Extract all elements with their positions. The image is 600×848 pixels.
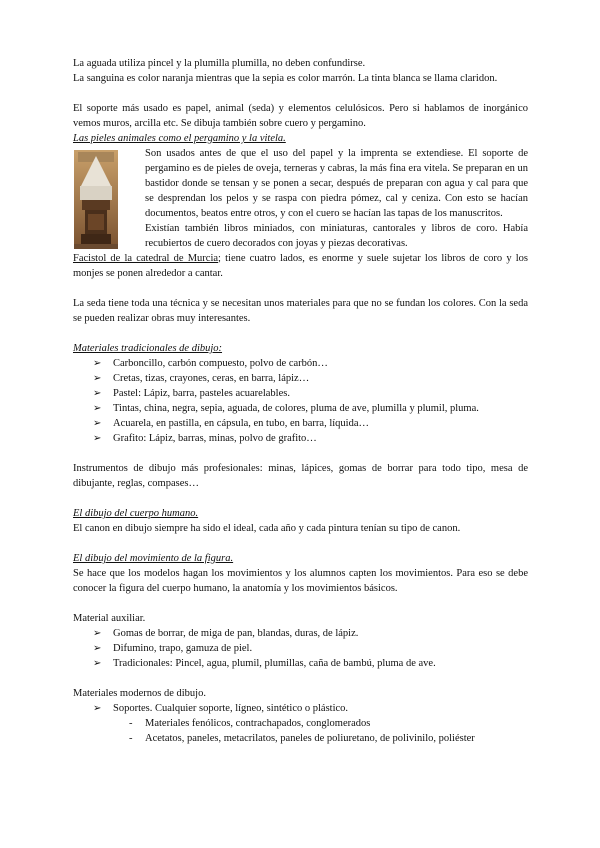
- material-auxiliar-title: Material auxiliar.: [73, 613, 146, 624]
- sublist-item: - Materiales fenólicos, contrachapados, conglomerados: [129, 716, 528, 731]
- pieles-paragraph-2: Existían también libros miniados, con miniaturas, cantorales y libros de coro. Había recubiertos de cuero decorados con joyas y piezas decorativas.: [145, 223, 528, 249]
- soportes-sublist: [73, 716, 528, 746]
- seda-paragraph: La seda tiene toda una técnica y se necesitan unos materiales para que no se fundan los colores. Con la seda se pueden realizar obras muy interesantes.: [73, 298, 528, 324]
- list-item: ➢ Difumino, trapo, gamuza de piel.: [93, 641, 528, 656]
- materiales-tradicionales-heading: Materiales tradicionales de dibujo:: [73, 343, 223, 354]
- materiales-modernos-list: [73, 701, 528, 716]
- material-auxiliar-list: [73, 626, 528, 671]
- list-item: ➢ Tintas, china, negra, sepia, aguada, de colores, pluma de ave, plumilla y plumil, pluma.: [93, 401, 528, 416]
- pieles-paragraph-1: Son usados antes de que el uso del papel y la imprenta se extendiese. El soporte de pergamino es de pieles de oveja, terneras y cabras, la más fina era vitela. Se preparan en un bastidor donde se tensan y se ponen a secar, después de preparan con agua y cal para que se desprendan los pelos y se raspa con piedra pómez, cal y ceniza. Con esto se hacían documentos, beatos entre otros, y con el cuero se hacían las tapas de los manuscritos.: [145, 148, 528, 219]
- list-item: ➢ Pastel: Lápiz, barra, pasteles acuarelables.: [93, 386, 528, 401]
- list-item: ➢ Carboncillo, carbón compuesto, polvo de carbón…: [93, 356, 528, 371]
- list-item: ➢ Gomas de borrar, de miga de pan, blandas, duras, de lápiz.: [93, 626, 528, 641]
- pieles-heading: Las pieles animales como el pergamino y la vitela.: [73, 133, 286, 144]
- list-item: ➢ Cretas, tizas, crayones, ceras, en barra, lápiz…: [93, 371, 528, 386]
- cuerpo-humano-paragraph: El canon en dibujo siempre ha sido el ideal, cada año y cada pintura tenían su tipo de canon.: [73, 523, 461, 534]
- instrumentos-paragraph: Instrumentos de dibujo más profesionales: minas, lápices, gomas de borrar para todo tipo, mesa de dibujante, reglas, compases…: [73, 463, 528, 489]
- materiales-tradicionales-list: [73, 356, 528, 446]
- facistol-link[interactable]: Facistol de la catedral de Murcia: [73, 253, 219, 264]
- facistol-paragraph: [73, 251, 528, 281]
- cuerpo-humano-heading: El dibujo del cuerpo humano.: [73, 508, 199, 519]
- list-item: ➢ Tradicionales: Pincel, agua, plumil, plumillas, caña de bambú, pluma de ave.: [93, 656, 528, 671]
- materiales-modernos-title: Materiales modernos de dibujo.: [73, 688, 206, 699]
- intro-line-1: La aguada utiliza pincel y la plumilla plumilla, no deben confundirse.: [73, 58, 366, 69]
- movimiento-heading: El dibujo del movimiento de la figura.: [73, 553, 234, 564]
- sublist-item: - Acetatos, paneles, metacrilatos, paneles de poliuretano, de polivinilo, poliéster: [129, 731, 528, 746]
- list-item: ➢ Soportes. Cualquier soporte, lígneo, sintético o plástico.: [93, 701, 528, 716]
- intro-line-2: La sanguina es color naranja mientras que la sepia es color marrón. La tinta blanca se llama claridon.: [73, 73, 498, 84]
- list-item: ➢ Grafito: Lápiz, barras, minas, polvo de grafito…: [93, 431, 528, 446]
- pieles-section: [73, 146, 528, 281]
- list-item: ➢ Acuarela, en pastilla, en cápsula, en tubo, en barra, líquida…: [93, 416, 528, 431]
- movimiento-paragraph: Se hace que los modelos hagan los movimientos y los alumnos capten los movimientos. Para eso se debe conocer la figura del cuerpo humano, la anatomía y los movimientos básicos.: [73, 568, 528, 594]
- facistol-image: [74, 150, 118, 249]
- facistol-text: ; tiene cuatro lados, es enorme y suele sujetar los libros de coro y los monjes se ponen alrededor a cantar.: [73, 253, 528, 279]
- soporte-paragraph: El soporte más usado es papel, animal (seda) y elementos celulósicos. Pero si hablamos de inorgánico vemos muros, arcilla etc. Se dibuja también sobre cuero y pergamino.: [73, 103, 528, 129]
